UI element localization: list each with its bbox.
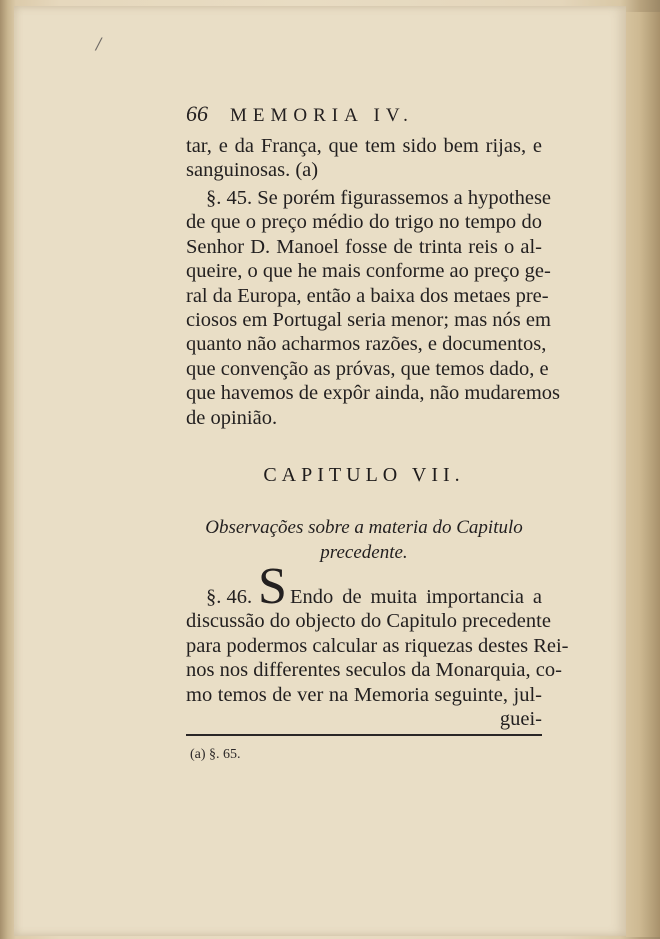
- page-number: 66: [186, 101, 208, 126]
- text-line: queire, o que he mais conforme ao preço ge-: [186, 260, 551, 283]
- text-line: para podermos calcular as riquezas destes Rei-: [186, 634, 569, 657]
- paragraph-section-46: [186, 558, 569, 731]
- footnote: (a) §. 65.: [190, 747, 241, 762]
- text-line: §. 45. Se porém figurassemos a hypothese: [206, 187, 552, 209]
- dropcap-block: [186, 558, 551, 634]
- footnote-rule: [186, 734, 542, 736]
- text-line: Senhor D. Manoel fosse de trinta reis o al-: [186, 235, 542, 258]
- running-title: MEMORIA IV.: [230, 105, 414, 126]
- text-line: de que o preço médio do trigo no tempo do: [186, 211, 542, 234]
- chapter-heading: CAPITULO VII.: [263, 464, 465, 486]
- text-line: nos nos differentes seculos da Monarquia, co-: [186, 659, 562, 682]
- text-line: de opinião.: [186, 406, 278, 429]
- text-line: sanguinosas. (a): [186, 159, 319, 182]
- text-line: ciosos em Portugal seria menor; mas nós em: [186, 308, 551, 331]
- margin-pencil-mark: /: [96, 34, 102, 53]
- section-label: §. 46.: [206, 586, 253, 608]
- text-line: ral da Europa, então a baixa dos metaes pre-: [186, 284, 549, 307]
- text-line: discussão do objecto do Capitulo precedente: [186, 610, 551, 633]
- page-header: [186, 101, 546, 127]
- chapter-subtitle: Observações sobre a materia do Capitulo precedente.: [205, 517, 523, 563]
- text-line: tar, e da França, que tem sido bem rijas, e: [186, 135, 542, 157]
- text-line: Endo de muita importancia a: [290, 586, 542, 608]
- catchword: guei-: [499, 707, 542, 730]
- text-line: que havemos de expôr ainda, não mudaremos: [186, 382, 561, 405]
- text-line: que convenção as próvas, que temos dado, e: [186, 357, 549, 380]
- paragraph-section-45: [186, 186, 561, 430]
- text-line: quanto não acharmos razões, e documentos,: [186, 333, 547, 356]
- drop-cap: S: [258, 558, 287, 615]
- text-line: mo temos de ver na Memoria seguinte, jul-: [186, 683, 542, 706]
- next-page-edge: [626, 12, 660, 937]
- paragraph-continuation: [186, 134, 542, 183]
